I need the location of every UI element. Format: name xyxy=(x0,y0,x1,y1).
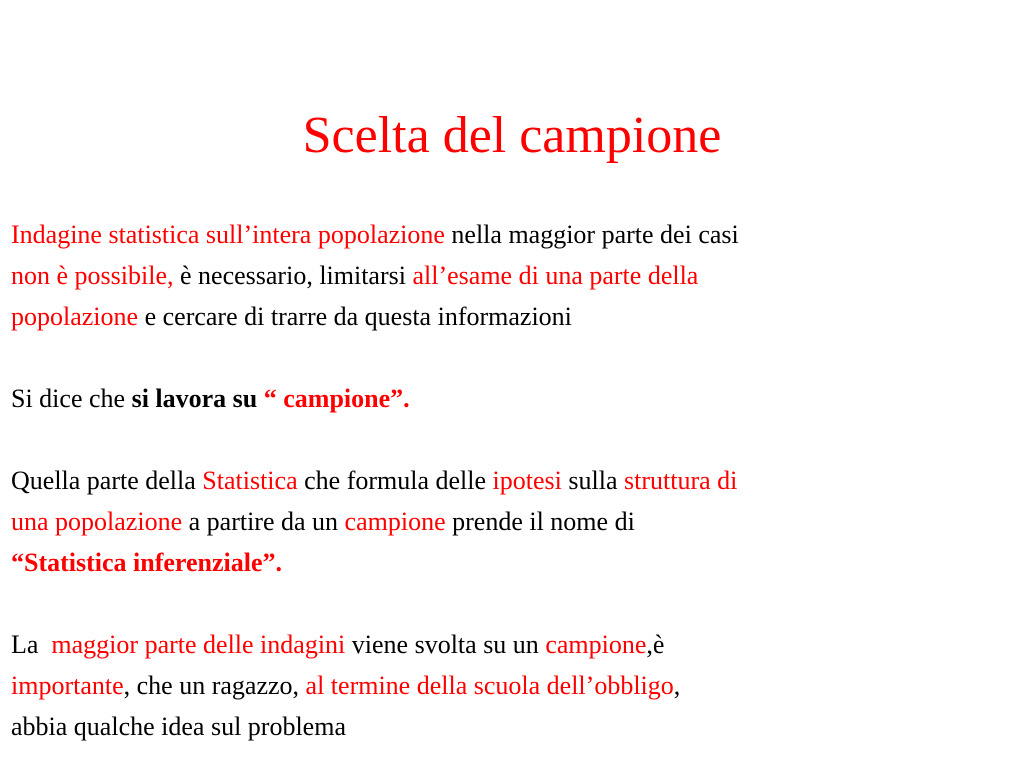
highlight-text: Statistica xyxy=(202,466,298,495)
paragraph-4-line-1 xyxy=(11,624,1011,665)
body-text: e cercare di trarre da questa informazioni xyxy=(138,302,572,331)
slide-body xyxy=(11,214,1011,747)
body-text: , xyxy=(673,671,681,700)
highlight-text: non è possibile, xyxy=(11,261,174,290)
highlight-text: importante xyxy=(11,671,124,700)
body-text: nella maggior parte dei casi xyxy=(444,220,739,249)
paragraph-gap xyxy=(11,419,1011,460)
highlight-text: una popolazione xyxy=(11,507,183,536)
paragraph-1-line-3 xyxy=(11,296,1011,337)
highlight-text: Indagine statistica sull’intera popolazione xyxy=(11,220,445,249)
body-text: sulla xyxy=(561,466,624,495)
body-text: ,è xyxy=(646,630,665,659)
paragraph-2-line-1 xyxy=(11,378,1011,419)
body-text: Si dice che xyxy=(11,384,132,413)
highlight-text: ipotesi xyxy=(492,466,562,495)
highlight-text: struttura di xyxy=(624,466,738,495)
paragraph-1 xyxy=(11,214,1011,337)
paragraph-gap xyxy=(11,337,1011,378)
paragraph-3-line-1 xyxy=(11,460,1011,501)
paragraph-2 xyxy=(11,378,1011,419)
body-text: a partire da un xyxy=(182,507,345,536)
body-text: è necessario, limitarsi xyxy=(173,261,413,290)
body-text: viene svolta su un xyxy=(345,630,546,659)
bold-text: si lavora su xyxy=(131,384,264,413)
highlight-text: campione xyxy=(344,507,446,536)
slide-title: Scelta del campione xyxy=(302,107,722,164)
paragraph-1-line-1 xyxy=(11,214,1011,255)
paragraph-4-line-3 xyxy=(11,706,1011,747)
paragraph-3-line-3 xyxy=(11,542,1011,583)
highlight-text: maggior parte delle indagini xyxy=(51,630,346,659)
paragraph-3-line-2 xyxy=(11,501,1011,542)
paragraph-4-line-2 xyxy=(11,665,1011,706)
paragraph-3 xyxy=(11,460,1011,583)
highlight-text: popolazione xyxy=(11,302,139,331)
paragraph-4 xyxy=(11,624,1011,747)
highlight-text: al termine della scuola dell’obbligo xyxy=(305,671,674,700)
paragraph-1-line-2 xyxy=(11,255,1011,296)
highlight-text: all’esame di una parte della xyxy=(412,261,699,290)
bold-highlight-text: “Statistica inferenziale”. xyxy=(11,548,283,577)
body-text: , che un ragazzo, xyxy=(123,671,306,700)
bold-highlight-text: “ campione”. xyxy=(263,384,410,413)
body-text: che formula delle xyxy=(297,466,493,495)
paragraph-gap xyxy=(11,583,1011,624)
body-text: abbia qualche idea sul problema xyxy=(11,712,346,741)
body-text: La xyxy=(11,630,52,659)
body-text: Quella parte della xyxy=(11,466,203,495)
highlight-text: campione xyxy=(545,630,647,659)
body-text: prende il nome di xyxy=(445,507,635,536)
